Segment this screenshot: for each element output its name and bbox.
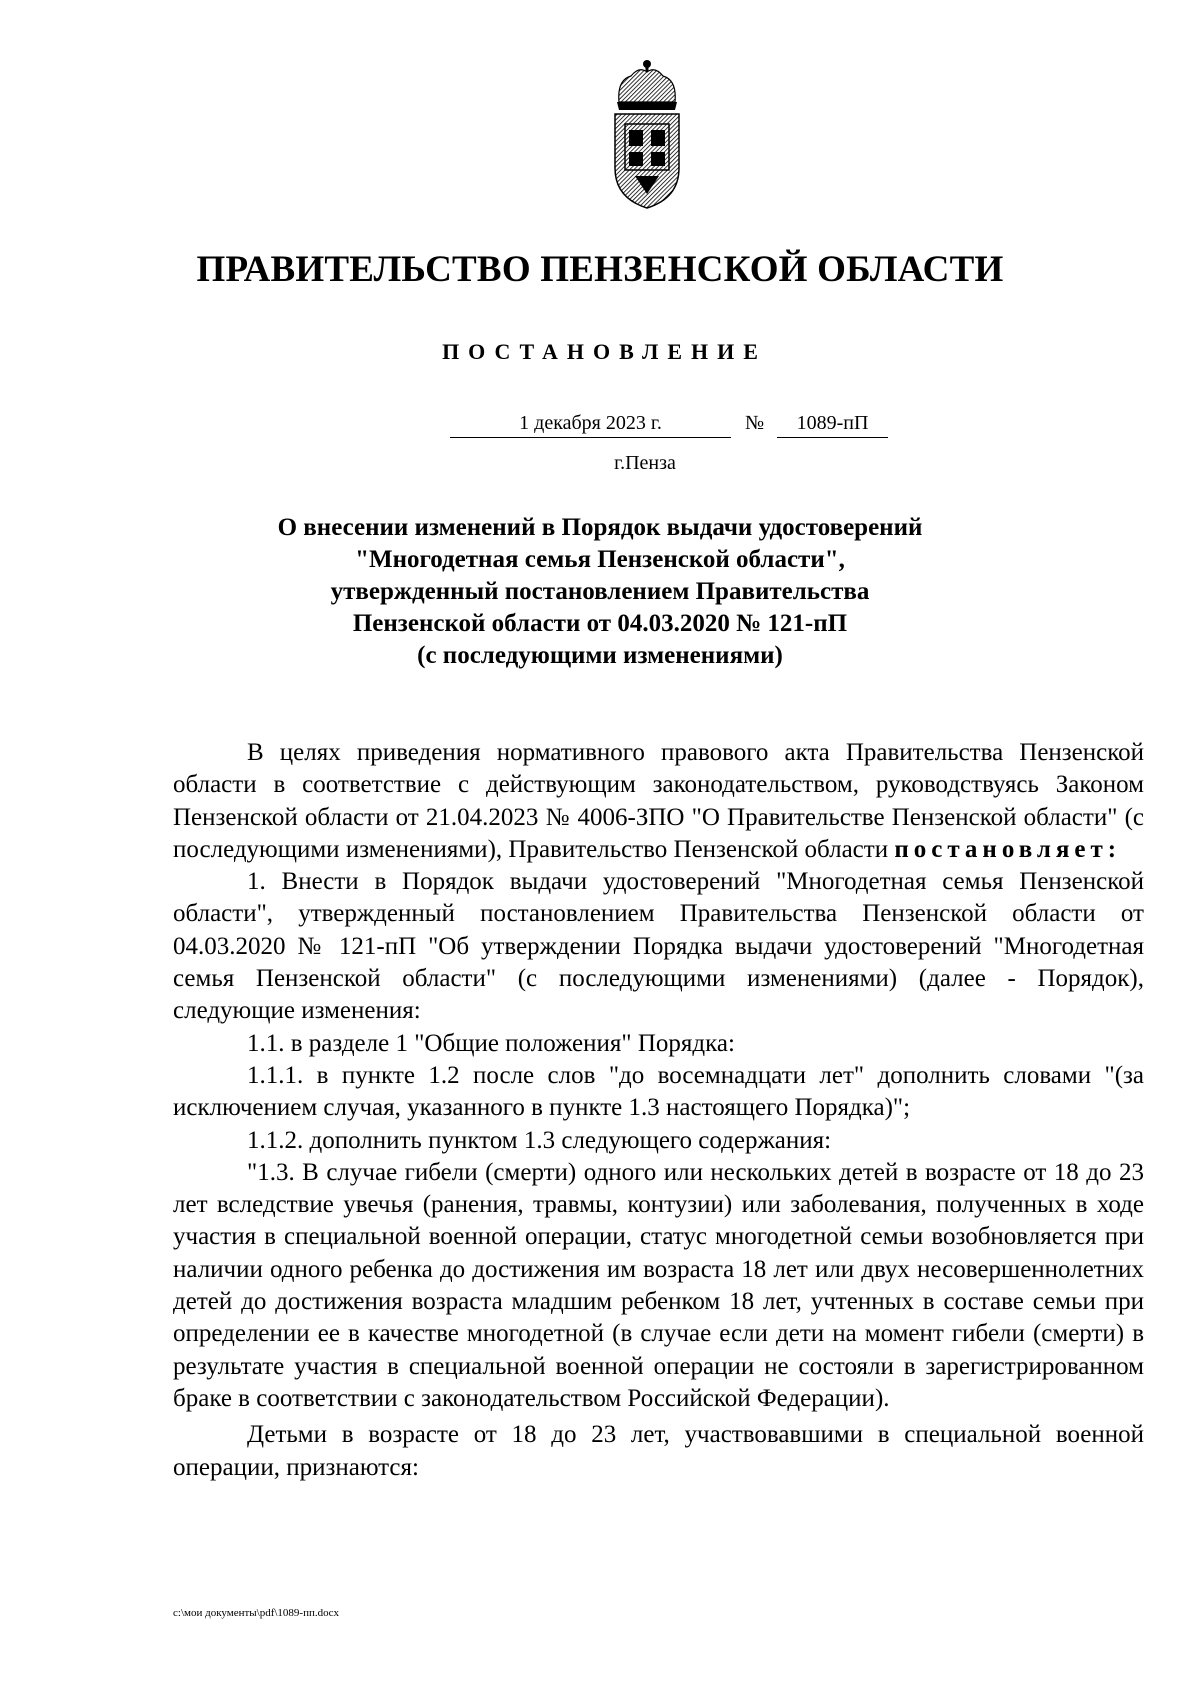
resolves-emphasis: постановляет: [894,835,1122,863]
title-line: О внесении изменений в Порядок выдачи удостоверений [277,514,923,541]
paragraph-item-1-3: "1.3. В случае гибели (смерти) одного или нескольких детей в возрасте от 18 до 23 лет вследствие увечья (ранения, травмы, контузии) или заболевания, полученных в ходе участия в специальной военной операции, статус многодетной семьи возобновляется при наличии одного ребенка до достижения им возраста 18 лет или двух несовершеннолетних детей до достижения возраста младшим ребенком 18 лет, учтенных в составе семьи при определении ее в качестве многодетной (в случае если дети на момент гибели (смерти) в результате участия в специальной военной операции не состояли в зарегистрированном браке в соответствии с законодательством Российской Федерации). [173,1158,1144,1412]
city: г.Пенза [614,452,676,474]
paragraph-item-1: 1. Внести в Порядок выдачи удостоверений "Многодетная семья Пензенской области", утвержденный постановлением Правительства Пензенской области от 04.03.2020 № 121-пП "Об утверждении Порядка выдачи удостоверений "Многодетная семья Пензенской области" (с последующими изменениями) (далее - Порядок), следующие изменения: [173,868,1144,1025]
document-number: 1089-пП [777,412,888,438]
document-date: 1 декабря 2023 г. [450,412,731,438]
document-type: ПОСТАНОВЛЕНИЕ [442,339,767,364]
number-sign: № [745,412,765,434]
paragraph-preamble [173,737,1144,866]
organization-name: ПРАВИТЕЛЬСТВО ПЕНЗЕНСКОЙ ОБЛАСТИ [196,249,1004,290]
paragraph-participants: Детьми в возрасте от 18 до 23 лет, участвовавшими в специальной военной операции, признаются: [173,1421,1144,1481]
date-number-line [0,412,1200,442]
title-line: (с последующими изменениями) [417,642,783,669]
title-line: Пензенской области от 04.03.2020 № 121-пП [352,610,848,637]
title-line: "Многодетная семья Пензенской области", [355,546,845,573]
title-line: утвержденный постановлением Правительства [330,578,870,605]
file-path-footer: c:\мои документы\pdf\1089-пп.docx [173,1607,340,1619]
paragraph-item-1-1-1: 1.1.1. в пункте 1.2 после слов "до восемнадцати лет" дополнить словами "(за исключением случая, указанного в пункте 1.3 настоящего Порядка)"; [173,1061,1144,1122]
paragraph-item-1-1: 1.1. в разделе 1 "Общие положения" Порядка: [247,1029,735,1057]
coat-of-arms-icon [605,58,690,213]
paragraph-item-1-1-2: 1.1.2. дополнить пунктом 1.3 следующего содержания: [247,1126,832,1154]
document-body [173,737,1144,1484]
preamble-text: В целях приведения нормативного правового акта Правительства Пензенской области в соответствие с действующим законодательством, руководствуясь Законом Пензенской области от 21.04.2023 № 4006-ЗПО "О Правительстве Пензенской области" (с последующими изменениями), Правительство Пензенской области [173,739,1144,863]
document-title [0,512,1200,672]
